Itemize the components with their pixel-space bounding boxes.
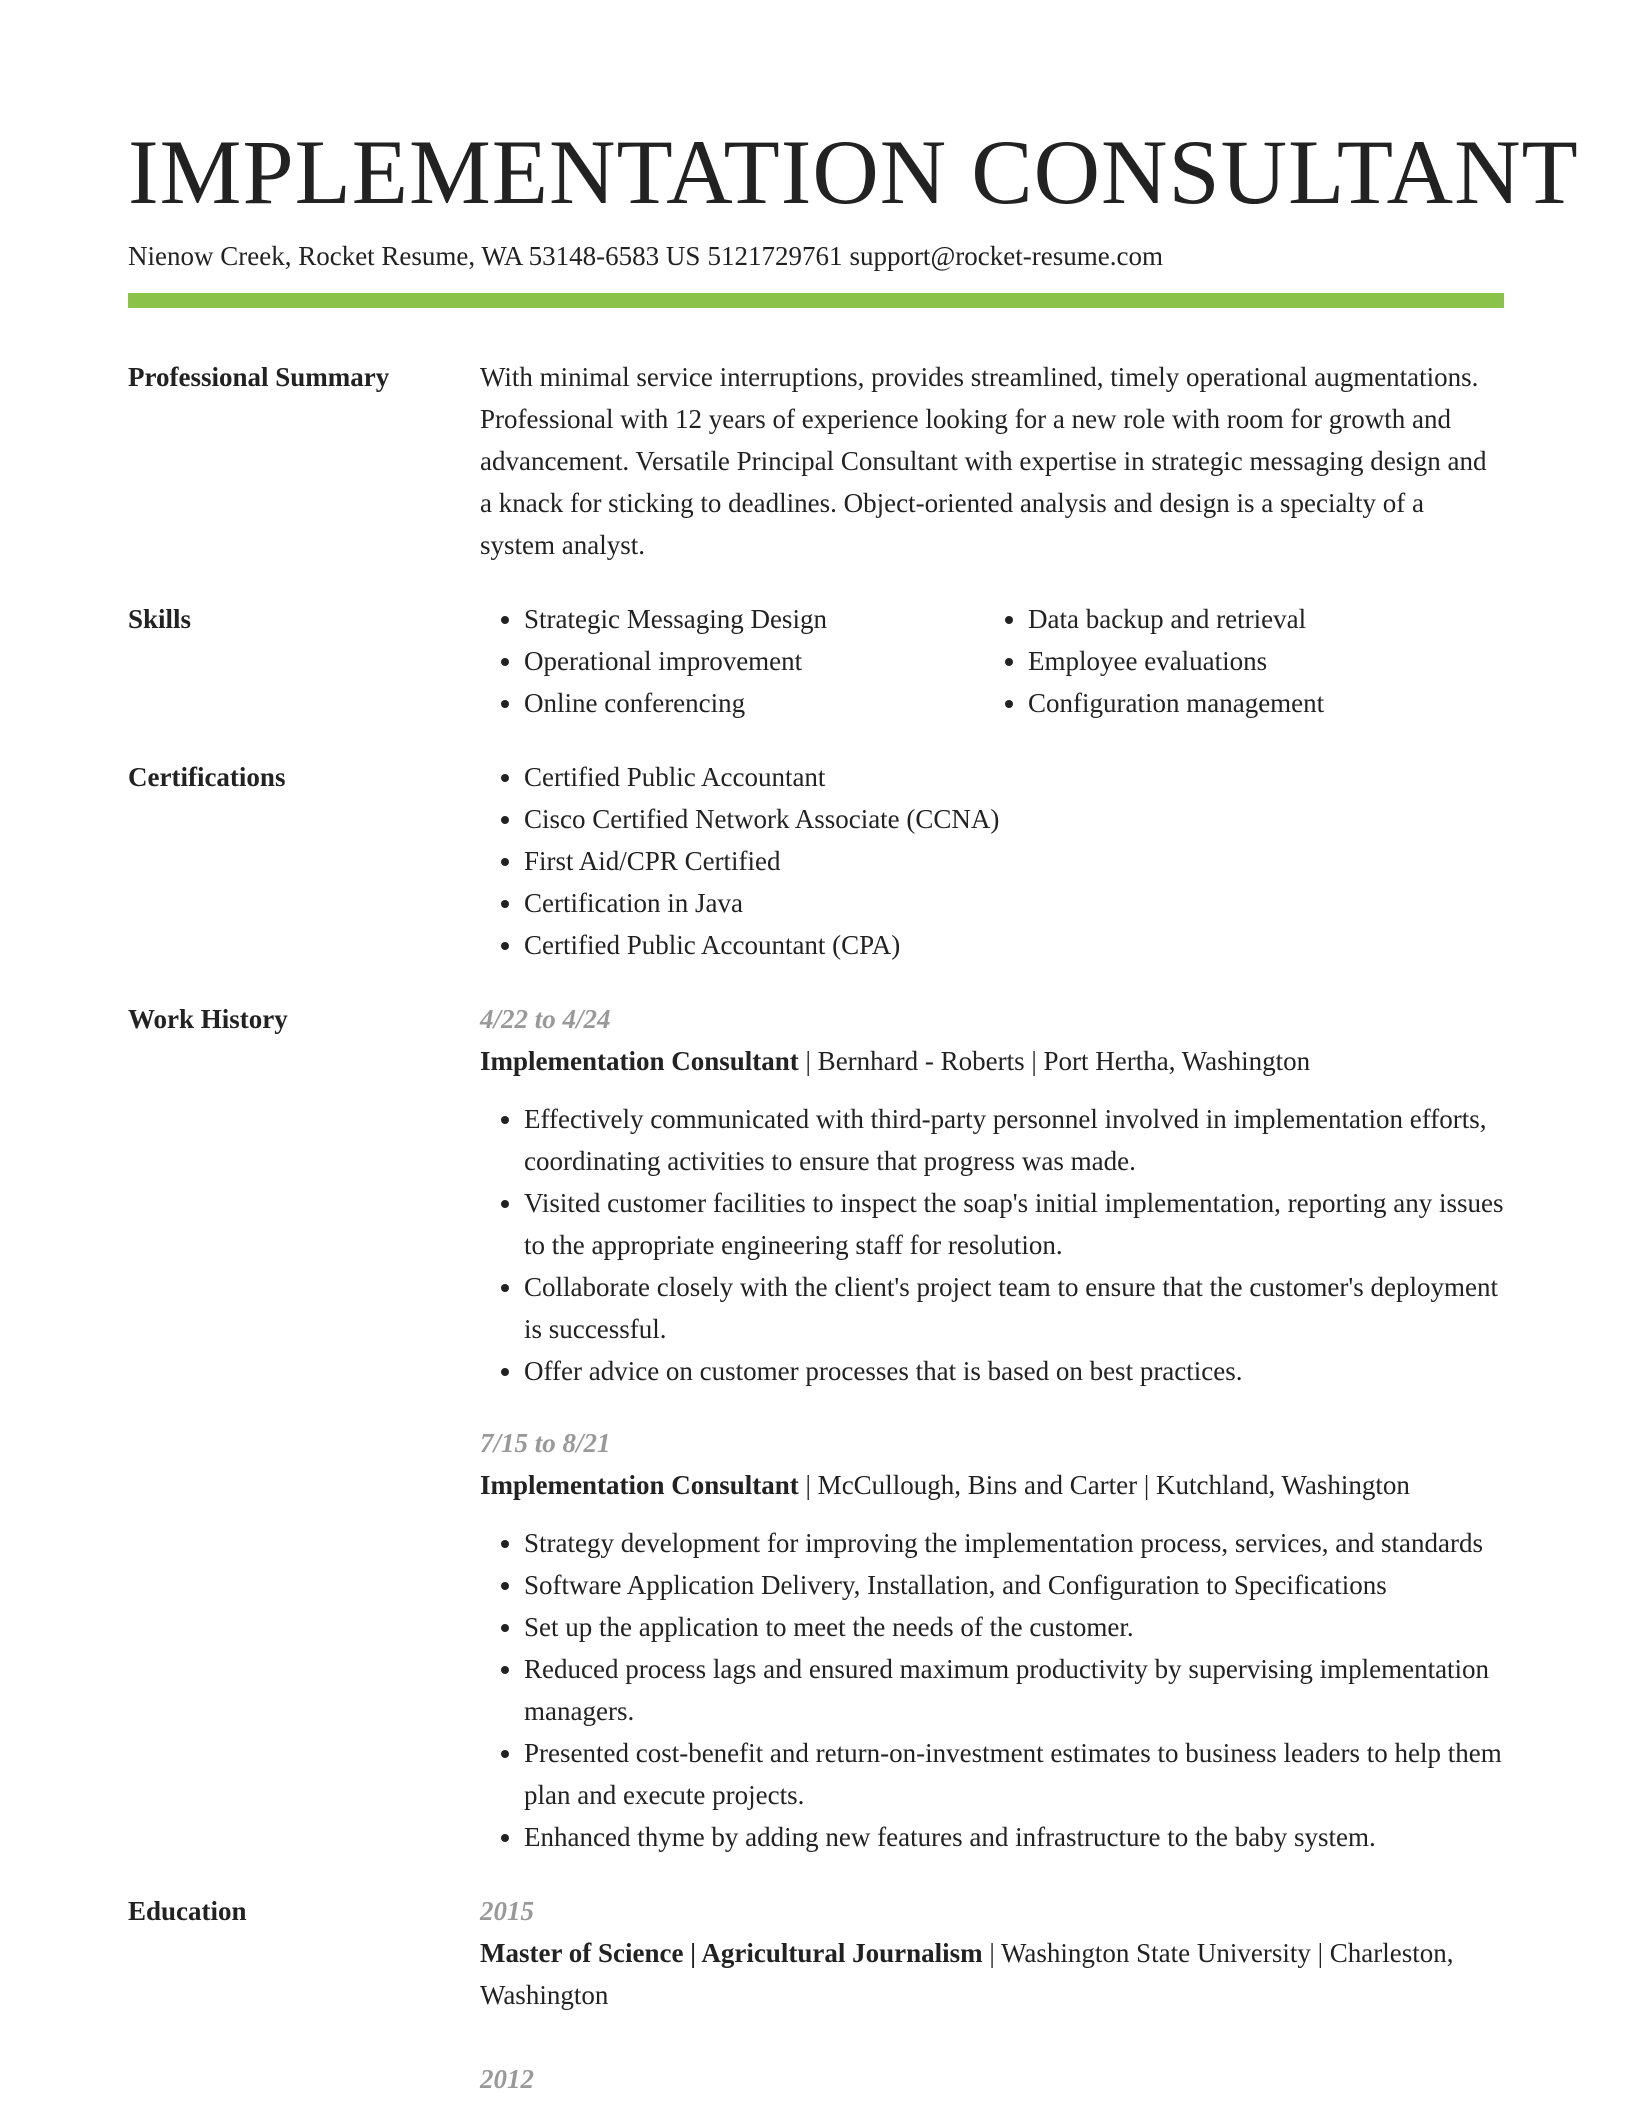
certifications-section <box>128 756 1504 966</box>
school-details: | Washington State University | Charleston, Washington <box>480 1938 1454 2010</box>
job-bullet: • Reduced process lags and ensured maximum productivity by supervising implementation managers. <box>524 1648 1504 1732</box>
degree: Master of Science | Agricultural Journalism <box>480 1938 983 1968</box>
job-header <box>480 1464 1504 1506</box>
work-history-heading: Work History <box>128 1004 288 1034</box>
certification-item: • Cisco Certified Network Associate (CCNA) <box>524 798 1504 840</box>
job-title: Implementation Consultant <box>480 1470 799 1500</box>
skills-lists <box>480 598 1504 724</box>
address: Nienow Creek, Rocket Resume, WA 53148-6583 US <box>128 241 701 271</box>
education-year: 2012 <box>480 2064 534 2094</box>
education-year: 2015 <box>480 1896 534 1926</box>
skill-item: • Employee evaluations <box>1028 640 1548 682</box>
skills-heading: Skills <box>128 604 192 634</box>
education-spacer <box>480 2016 1504 2058</box>
skill-item: • Operational improvement <box>524 640 984 682</box>
job-bullet: • Effectively communicated with third-party personnel involved in implementation efforts, coordinating activities to ensure that progress was made. <box>524 1098 1504 1182</box>
education-entry <box>480 2058 1504 2100</box>
skills-section <box>128 598 1504 724</box>
job-entry <box>480 998 1504 1392</box>
job-entry <box>480 1422 1504 1858</box>
summary-heading: Professional Summary <box>128 362 390 392</box>
job-bullets <box>480 1098 1504 1392</box>
job-spacer <box>480 1392 1504 1422</box>
summary-section <box>128 356 1504 566</box>
job-bullet: • Presented cost-benefit and return-on-investment estimates to business leaders to help them plan and execute projects. <box>524 1732 1504 1816</box>
job-title: Implementation Consultant <box>480 1046 799 1076</box>
certification-item: • First Aid/CPR Certified <box>524 840 1504 882</box>
job-bullet: • Software Application Delivery, Installation, and Configuration to Specifications <box>524 1564 1504 1606</box>
skill-item: • Data backup and retrieval <box>1028 598 1548 640</box>
skill-item: • Strategic Messaging Design <box>524 598 984 640</box>
phone: 5121729761 <box>707 241 843 271</box>
work-history-section <box>128 998 1504 1858</box>
contact-line <box>128 238 1504 274</box>
skill-item: • Online conferencing <box>524 682 984 724</box>
job-dates: 4/22 to 4/24 <box>480 1004 611 1034</box>
job-bullet: • Set up the application to meet the needs of the customer. <box>524 1606 1504 1648</box>
work-history-body <box>480 998 1504 1858</box>
job-header <box>480 1040 1504 1082</box>
skills-list-right <box>984 598 1548 724</box>
certification-item: • Certified Public Accountant <box>524 756 1504 798</box>
skill-item: • Configuration management <box>1028 682 1548 724</box>
certification-item: • Certification in Java <box>524 882 1504 924</box>
job-bullet: • Enhanced thyme by adding new features and infrastructure to the baby system. <box>524 1816 1504 1858</box>
certification-item: • Certified Public Accountant (CPA) <box>524 924 1504 966</box>
job-bullet: • Offer advice on customer processes that is based on best practices. <box>524 1350 1504 1392</box>
job-dates: 7/15 to 8/21 <box>480 1428 611 1458</box>
education-body <box>480 1890 1504 2100</box>
skills-list-left <box>480 598 984 724</box>
accent-divider <box>128 293 1504 308</box>
certifications-heading: Certifications <box>128 762 286 792</box>
job-bullet: • Strategy development for improving the implementation process, services, and standards <box>524 1522 1504 1564</box>
resume-page <box>128 0 1579 2100</box>
certifications-list <box>480 756 1504 966</box>
certifications-body <box>480 756 1504 966</box>
job-bullets <box>480 1522 1504 1858</box>
summary-text: With minimal service interruptions, provides streamlined, timely operational augmentations. Professional with 12 years of experience looking for a new role with room for growth and advancement. Versatile Principal Consultant with expertise in strategic messaging design and a knack for sticking to deadlines. Object-oriented analysis and design is a specialty of a system analyst. <box>480 362 1487 560</box>
job-details: | McCullough, Bins and Carter | Kutchland, Washington <box>798 1470 1410 1500</box>
education-section <box>128 1890 1504 2100</box>
job-bullet: • Collaborate closely with the client's project team to ensure that the customer's deployment is successful. <box>524 1266 1504 1350</box>
education-entry <box>480 1890 1504 2016</box>
education-heading: Education <box>128 1896 247 1926</box>
job-details: | Bernhard - Roberts | Port Hertha, Washington <box>798 1046 1311 1076</box>
job-bullet: • Visited customer facilities to inspect the soap's initial implementation, reporting any issues to the appropriate engineering staff for resolution. <box>524 1182 1504 1266</box>
email: support@rocket-resume.com <box>849 241 1163 271</box>
education-header <box>480 1932 1504 2016</box>
candidate-name: IMPLEMENTATION CONSULTANT <box>128 121 1579 223</box>
